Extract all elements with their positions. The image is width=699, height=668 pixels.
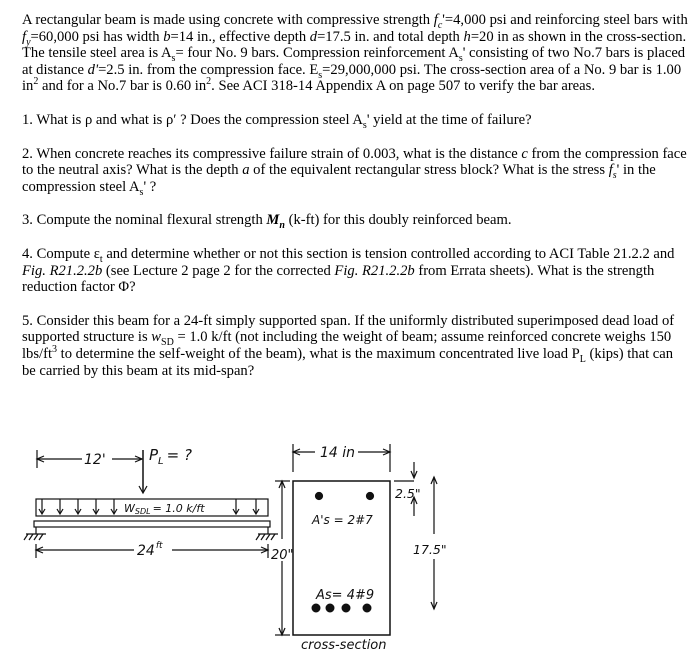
problem-text	[22, 12, 690, 379]
intro-paragraph: A rectangular beam is made using concrete with compressive strength $f_c'=4,000$ psi and reinforcing steel bars with $f_y=60,000$ psi has width b=14 in., effective depth d=17.5 in. and total depth h=20 in as shown in the cross-section. The tensile steel area is $A_s=$ four No. 9 bars. Compression reinforcement $A_s'$ consisting of two No.7 bars is placed at distance d'=2.5 in. from the compression face. $E_s=29,000,000$ psi. The cross-section area of a No. 9 bar is 1.00 $in^2$ and for a No.7 bar is 0.60 $in^2$. See ACI 318-14 Appendix A on page 507 to verify the bar areas.	[22, 12, 688, 95]
beam-labels	[84, 446, 205, 559]
tension-bar	[363, 604, 371, 612]
question-4: 4. Compute $\varepsilon_t$ and determine whether or not this section is tension controlled according to ACI Table 21.2.2 and Fig. R21.2.2b (see Lecture 2 page 2 for the corrected Fig. R21.2.2b from Errata sheets). What is the strength reduction factor Φ?	[22, 245, 675, 296]
question-5: 5. Consider this beam for a 24-ft simply supported span. If the uniformly distributed superimposed dead load of supported structure is $w_{SD} = 1.0$ k/ft (not including the weight of beam; assume reinforced concrete weighs 150 lbs/$ft^3$ to determine the self-weight of the beam), what is the maximum concentrated live load $P_L$ (kips) that can be carried by this beam at its mid-span?	[22, 312, 675, 379]
figure-drawing	[22, 444, 482, 659]
roller-support	[256, 527, 278, 540]
pin-support	[24, 527, 46, 540]
tension-bar	[326, 604, 334, 612]
question-2: 2. When concrete reaches its compressive failure strain of 0.003, what is the distance c from the compression face to the neutral axis? What is the depth a of the equivalent rectangular stress block? What is the stress $f_s'$ in the compression steel $A_s'$ ?	[22, 145, 687, 198]
tension-bar	[342, 604, 350, 612]
section-labels	[271, 445, 447, 653]
compression-bar	[315, 492, 322, 499]
udl-label: WSDL = 1.0 k/ft	[124, 502, 205, 516]
width-label: 14 in	[320, 445, 356, 461]
comp-steel-label: A's = 2#7	[312, 513, 373, 527]
span-label: $24^{ft}$	[137, 541, 163, 559]
question-3: 3. Compute the nominal flexural strength $M_n$ (k-ft) for this doubly reinforced beam.	[22, 212, 512, 232]
depth-label: 20"	[271, 548, 294, 563]
compression-bar	[366, 492, 373, 499]
tens-steel-label: As= 4#9	[316, 588, 375, 603]
dist-12-label: 12'	[84, 452, 106, 468]
eff-depth-label: 17.5"	[413, 542, 447, 557]
tension-bar	[312, 604, 320, 612]
section-outline	[293, 481, 390, 635]
question-1: 1. What is ρ and what is ρ′ ? Does the compression steel $A_s'$ yield at the time of failure?	[22, 111, 532, 131]
load-label: $P_L$ = ?	[149, 446, 192, 467]
figure	[22, 444, 482, 659]
section-caption: cross-section	[301, 638, 387, 653]
beam-member	[34, 521, 270, 527]
beam-elevation	[24, 450, 278, 558]
cover-label: 2.5"	[395, 486, 421, 501]
cross-section	[275, 444, 437, 635]
